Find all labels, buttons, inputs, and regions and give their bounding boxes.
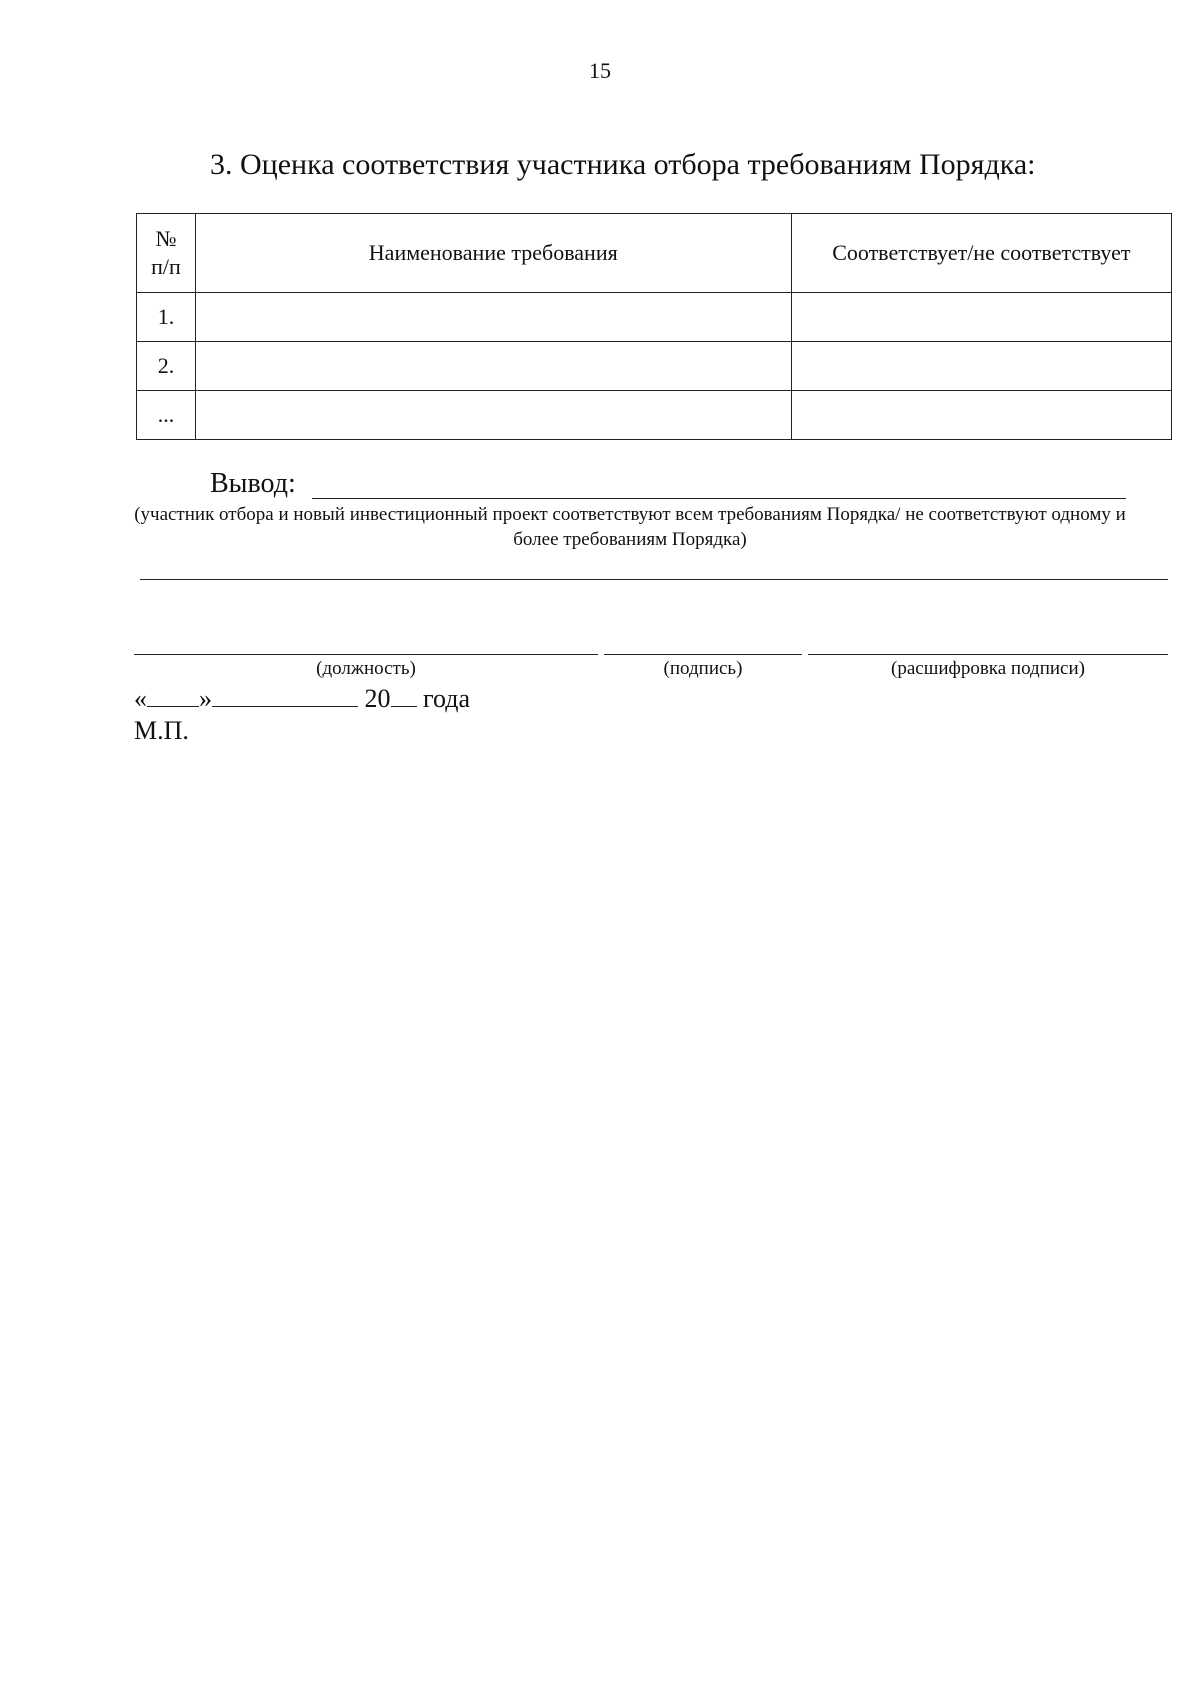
row-compliance[interactable] — [791, 391, 1171, 440]
date-open-quote: « — [134, 684, 147, 713]
signature-caption: (подпись) — [663, 658, 743, 679]
conclusion-field[interactable] — [312, 498, 1126, 499]
position-caption: (должность) — [316, 658, 416, 679]
row-number: ... — [137, 391, 196, 440]
row-requirement-name[interactable] — [195, 391, 791, 440]
row-number: 2. — [137, 342, 196, 391]
year-field[interactable] — [391, 682, 417, 707]
conclusion-continuation-field[interactable] — [140, 579, 1168, 580]
stamp-placeholder: М.П. — [134, 716, 189, 745]
signature-decoding-caption: (расшифровка подписи) — [891, 658, 1085, 679]
table-row — [137, 342, 1172, 391]
section-title: 3. Оценка соответствия участника отбора требованиям Порядка: — [210, 148, 1036, 181]
day-field[interactable] — [147, 682, 199, 707]
table-row — [137, 293, 1172, 342]
header-requirement-name: Наименование требования — [195, 214, 791, 293]
conclusion-label: Вывод: — [210, 468, 296, 499]
year-suffix: года — [423, 684, 471, 713]
table-header-row — [137, 214, 1172, 293]
date-close-quote: » — [199, 684, 212, 713]
signature-field[interactable] — [604, 654, 802, 655]
table-row — [137, 391, 1172, 440]
row-compliance[interactable] — [791, 342, 1171, 391]
conclusion-hint: (участник отбора и новый инвестиционный проект соответствуют всем требованиям Порядка/ не соответствуют одному и более требованиям Порядка) — [134, 504, 1126, 550]
page-number: 15 — [589, 58, 611, 83]
header-compliance: Соответствует/не соответствует — [791, 214, 1171, 293]
row-requirement-name[interactable] — [195, 293, 791, 342]
date-line — [134, 682, 470, 714]
row-requirement-name[interactable] — [195, 342, 791, 391]
header-number: № п/п — [137, 214, 196, 293]
position-field[interactable] — [134, 654, 598, 655]
row-compliance[interactable] — [791, 293, 1171, 342]
year-prefix: 20 — [364, 684, 391, 713]
row-number: 1. — [137, 293, 196, 342]
signature-decoding-field[interactable] — [808, 654, 1168, 655]
month-field[interactable] — [212, 682, 358, 707]
requirements-table — [136, 213, 1172, 440]
